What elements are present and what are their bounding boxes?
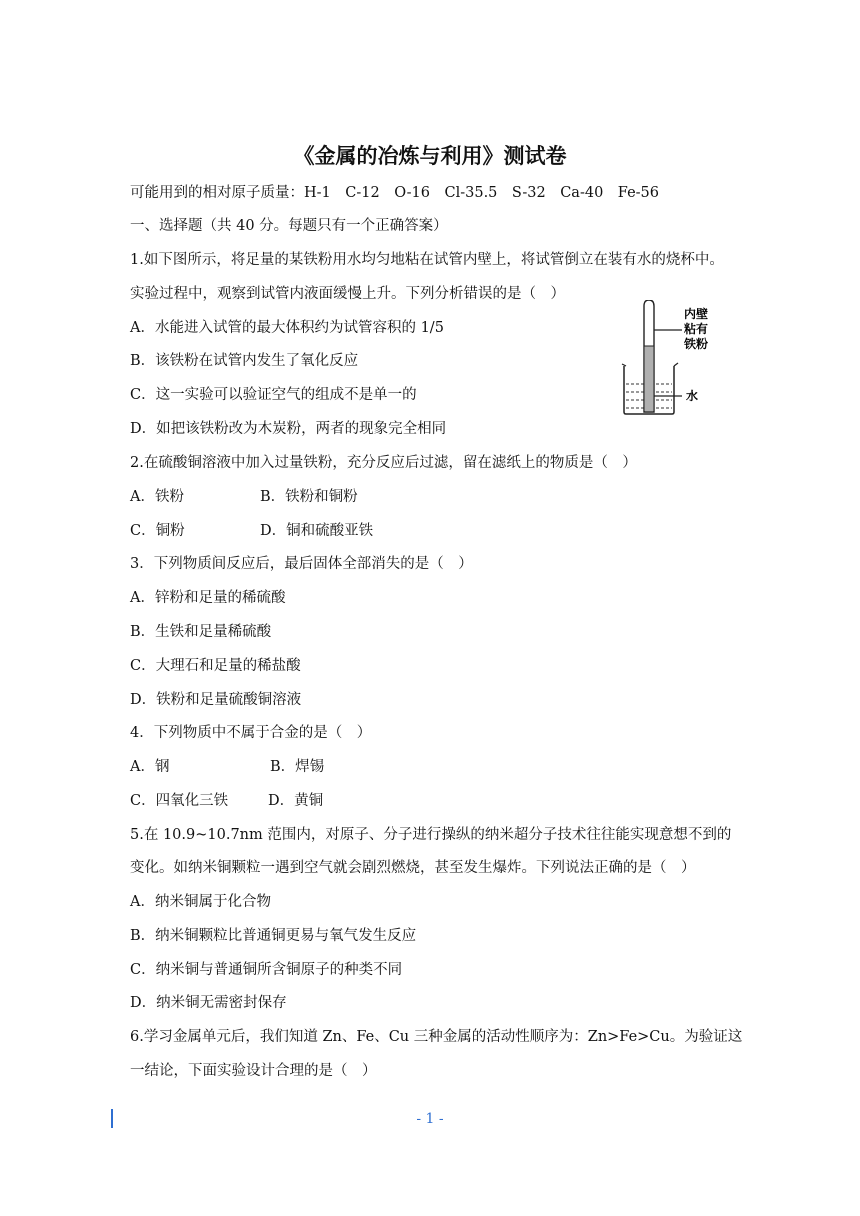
q3-option-d: D．铁粉和足量硫酸铜溶液 [130, 692, 302, 708]
q2-option-b: B．铁粉和铜粉 [260, 489, 358, 505]
q6-stem-line1: 6.学习金属单元后，我们知道 Zn、Fe、Cu 三种金属的活动性顺序为：Zn>Fe>Cu。为验证这 [130, 1029, 743, 1045]
q5-stem-line1: 5.在 10.9~10.7nm 范围内，对原子、分子进行操纵的纳米超分子技术往往能实现意想不到的 [130, 827, 732, 843]
q4-option-c: C．四氧化三铁 [130, 793, 229, 809]
q1-stem-line1: 1.如下图所示，将足量的某铁粉用水均匀地粘在试管内壁上，将试管倒立在装有水的烧杯中。 [130, 252, 724, 268]
figure-label-line3: 铁粉 [684, 337, 709, 351]
q1-option-a: A．水能进入试管的最大体积约为试管容积的 1/5 [130, 320, 444, 336]
q3-option-b: B．生铁和足量稀硫酸 [130, 624, 272, 640]
q1-option-b: B．该铁粉在试管内发生了氧化反应 [130, 353, 359, 369]
q4-option-d: D．黄铜 [268, 793, 324, 809]
q1-stem-line2: 实验过程中，观察到试管内液面缓慢上升。下列分析错误的是（ ） [130, 286, 565, 302]
q3-option-c: C．大理石和足量的稀盐酸 [130, 658, 301, 674]
q1-option-d: D．如把该铁粉改为木炭粉，两者的现象完全相同 [130, 421, 447, 437]
q3-option-a: A．锌粉和足量的稀硫酸 [130, 590, 286, 606]
section-heading: 一、选择题（共 40 分。每题只有一个正确答案） [130, 218, 448, 234]
q5-option-a: A．纳米铜属于化合物 [130, 894, 271, 910]
figure-label-water: 水 [686, 389, 699, 403]
q6-stem-line2: 一结论，下面实验设计合理的是（ ） [130, 1063, 377, 1079]
q5-option-c: C．纳米铜与普通铜所含铜原子的种类不同 [130, 962, 403, 978]
page-number: - 1 - [416, 1111, 444, 1127]
q2-stem: 2.在硫酸铜溶液中加入过量铁粉，充分反应后过滤，留在滤纸上的物质是（ ） [130, 455, 637, 471]
test-tube-beaker-figure [616, 300, 728, 418]
q3-stem: 3．下列物质间反应后，最后固体全部消失的是（ ） [130, 556, 473, 572]
q4-option-b: B．焊锡 [270, 759, 325, 775]
q1-option-c: C．这一实验可以验证空气的组成不是单一的 [130, 387, 417, 403]
q2-option-d: D．铜和硫酸亚铁 [260, 523, 374, 539]
q5-stem-line2: 变化。如纳米铜颗粒一遇到空气就会剧烈燃烧，甚至发生爆炸。下列说法正确的是（ ） [130, 860, 696, 876]
q2-option-a: A．铁粉 [130, 489, 184, 505]
page-title: 《金属的冶炼与利用》测试卷 [293, 144, 567, 168]
figure-label-line1: 内壁 [684, 307, 709, 321]
q4-stem: 4．下列物质中不属于合金的是（ ） [130, 725, 372, 741]
q5-option-d: D．纳米铜无需密封保存 [130, 995, 287, 1011]
atomic-masses: 可能用到的相对原子质量：H-1 C-12 O-16 Cl-35.5 S-32 Ca-40 Fe-56 [130, 185, 660, 201]
q4-option-a: A．钢 [130, 759, 170, 775]
figure-label-line2: 粘有 [684, 322, 709, 336]
q2-option-c: C．铜粉 [130, 523, 185, 539]
q5-option-b: B．纳米铜颗粒比普通铜更易与氧气发生反应 [130, 928, 417, 944]
